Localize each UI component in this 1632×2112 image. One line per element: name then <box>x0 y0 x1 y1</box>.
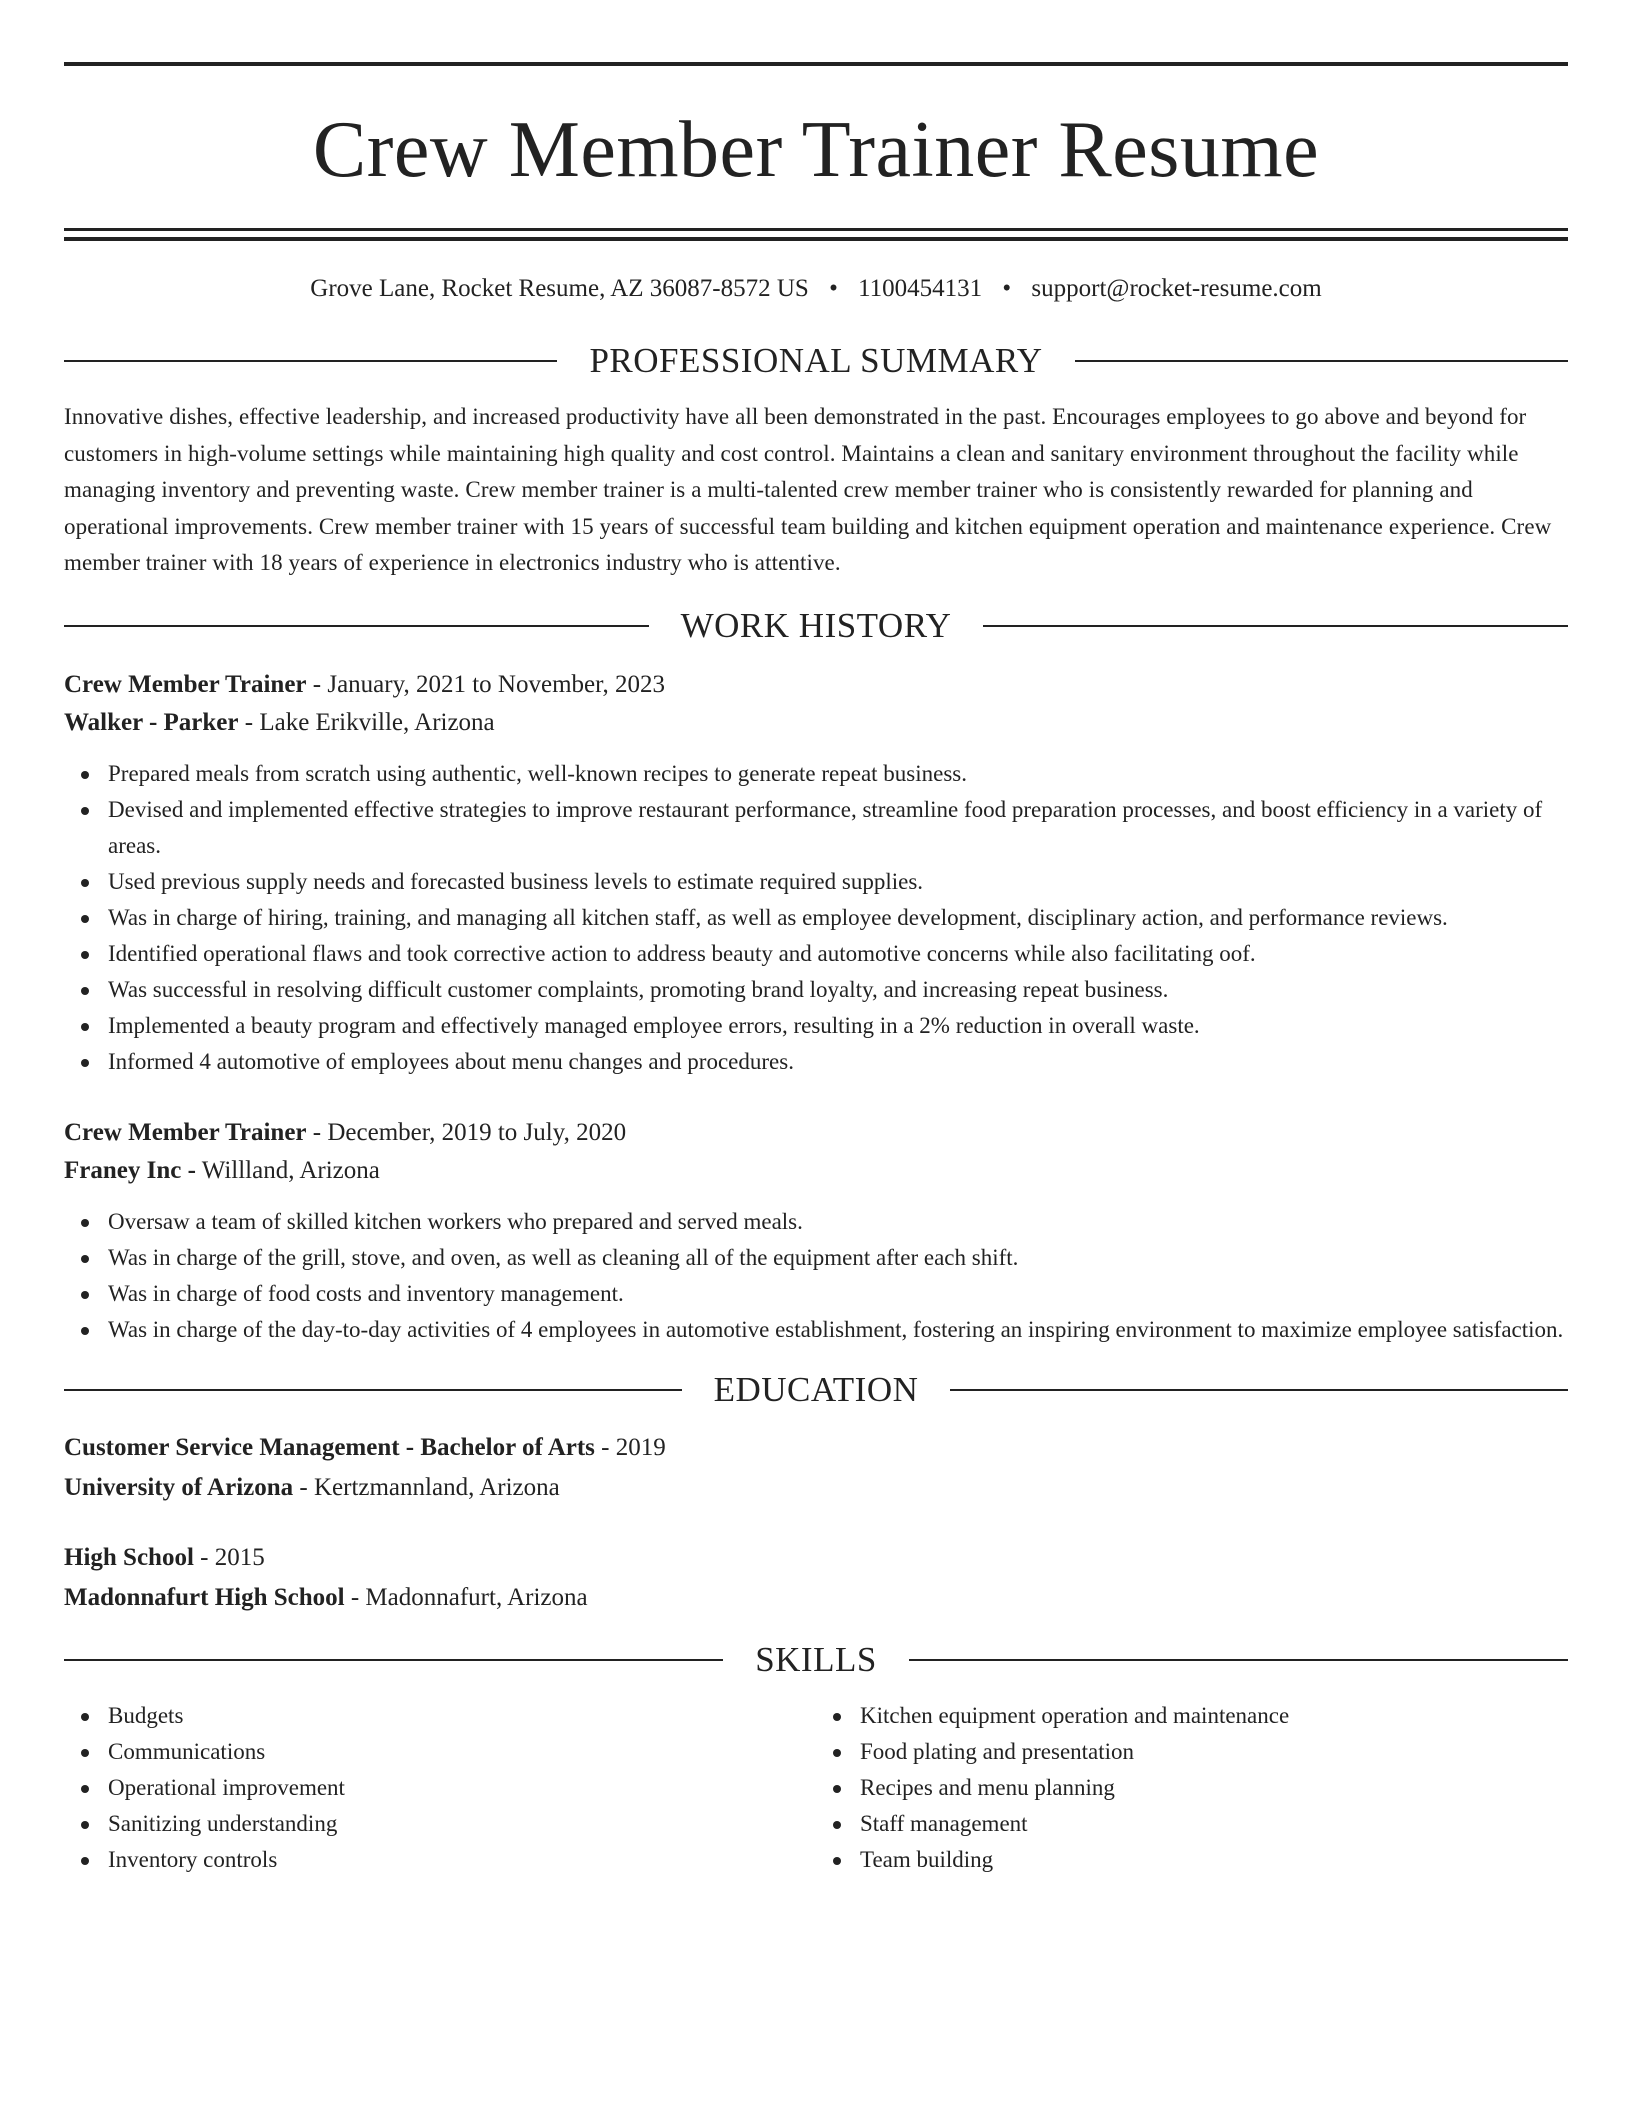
job-title-line <box>64 1114 1568 1152</box>
skills-section-heading <box>64 1638 1568 1682</box>
skill-item: Kitchen equipment operation and maintenance <box>816 1698 1568 1734</box>
education-year: - 2015 <box>193 1543 265 1571</box>
education-entry <box>64 1538 1568 1618</box>
job-bullet: Was in charge of food costs and inventory management. <box>64 1276 1568 1312</box>
heading-rule <box>64 1389 682 1391</box>
skill-item: Communications <box>64 1734 816 1770</box>
skill-item: Sanitizing understanding <box>64 1806 816 1842</box>
contact-separator: • <box>1002 275 1012 302</box>
heading-rule <box>64 625 649 627</box>
job-dates: - December, 2019 to July, 2020 <box>306 1118 627 1146</box>
education-degree: High School <box>64 1543 194 1571</box>
education-section-heading <box>64 1368 1568 1412</box>
education-school: Madonnafurt High School <box>64 1583 345 1611</box>
job-company-line <box>64 704 1568 742</box>
summary-section-heading <box>64 339 1568 383</box>
skill-item: Inventory controls <box>64 1842 816 1878</box>
title-double-rule <box>64 228 1568 241</box>
job-bullet: Used previous supply needs and forecasted business levels to estimate required supplies. <box>64 864 1568 900</box>
contact-separator: • <box>829 275 838 302</box>
contact-email: support@rocket-resume.com <box>1031 275 1322 302</box>
skill-item: Recipes and menu planning <box>816 1770 1568 1806</box>
skills-list <box>64 1698 1568 1878</box>
skills-column-left <box>64 1698 816 1878</box>
job-dates: - January, 2021 to November, 2023 <box>306 670 665 698</box>
education-school: University of Arizona <box>64 1473 294 1501</box>
education-degree-line <box>64 1538 1568 1578</box>
heading-rule <box>983 625 1568 627</box>
contact-address: Grove Lane, Rocket Resume, AZ 36087-8572 US <box>310 275 809 302</box>
heading-rule <box>64 360 557 362</box>
job-location: - Lake Erikville, Arizona <box>238 708 495 736</box>
education-year: - 2019 <box>594 1433 666 1461</box>
education-location: - Madonnafurt, Arizona <box>344 1583 588 1611</box>
heading-rule <box>1075 360 1568 362</box>
skills-heading-label: SKILLS <box>755 1639 877 1679</box>
work-section-heading <box>64 604 1568 648</box>
summary-text: Innovative dishes, effective leadership, and increased productivity have all been demonstrated in the past. Encourages employees to go above and beyond for customers in high-volume settings while maintaining high quality and cost control. Maintains a clean and sanitary environment throughout the facility while managing inventory and preventing waste. Crew member trainer is a multi-talented crew member trainer who is consistently rewarded for planning and operational improvements. Crew member trainer with 15 years of successful team building and kitchen equipment operation and maintenance experience. Crew member trainer with 18 years of experience in electronics industry who is attentive. <box>64 404 1552 575</box>
job-bullet-list <box>64 1204 1568 1348</box>
job-bullet-list <box>64 756 1568 1080</box>
education-school-line <box>64 1578 1568 1618</box>
resume-title: Crew Member Trainer Resume <box>312 106 1320 194</box>
job-entry <box>64 666 1568 1080</box>
job-company: Franey Inc - <box>64 1156 196 1184</box>
education-degree-line <box>64 1428 1568 1468</box>
contact-phone: 1100454131 <box>858 275 983 302</box>
job-title-line <box>64 666 1568 704</box>
job-bullet: Identified operational flaws and took corrective action to address beauty and automotive concerns while also facilitating oof. <box>64 936 1568 972</box>
job-bullet: Informed 4 automotive of employees about menu changes and procedures. <box>64 1044 1568 1080</box>
job-company-line <box>64 1152 1568 1190</box>
job-bullet: Was in charge of hiring, training, and managing all kitchen staff, as well as employee development, disciplinary action, and performance reviews. <box>64 900 1568 936</box>
job-title: Crew Member Trainer <box>64 1118 307 1146</box>
job-bullet: Was in charge of the day-to-day activities of 4 employees in automotive establishment, fostering an inspiring environment to maximize employee satisfaction. <box>64 1312 1568 1348</box>
summary-heading-label: PROFESSIONAL SUMMARY <box>589 341 1043 380</box>
job-location: Willland, Arizona <box>195 1156 380 1184</box>
job-company: Walker - Parker <box>64 708 239 736</box>
skill-item: Team building <box>816 1842 1568 1878</box>
job-title: Crew Member Trainer <box>64 670 307 698</box>
education-degree: Customer Service Management - Bachelor of Arts <box>64 1433 595 1461</box>
skills-column-right <box>816 1698 1568 1878</box>
job-bullet: Prepared meals from scratch using authentic, well-known recipes to generate repeat business. <box>64 756 1568 792</box>
heading-rule <box>950 1389 1568 1391</box>
heading-rule <box>909 1659 1568 1661</box>
education-entry <box>64 1428 1568 1508</box>
education-school-line <box>64 1468 1568 1508</box>
job-bullet: Implemented a beauty program and effectively managed employee errors, resulting in a 2% reduction in overall waste. <box>64 1008 1568 1044</box>
heading-rule <box>64 1659 723 1661</box>
skill-item: Staff management <box>816 1806 1568 1842</box>
job-bullet: Oversaw a team of skilled kitchen workers who prepared and served meals. <box>64 1204 1568 1240</box>
education-location: - Kertzmannland, Arizona <box>293 1473 560 1501</box>
skill-item: Food plating and presentation <box>816 1734 1568 1770</box>
job-entry <box>64 1114 1568 1348</box>
contact-line <box>64 273 1568 305</box>
work-heading-label: WORK HISTORY <box>680 605 952 645</box>
job-bullet: Was in charge of the grill, stove, and oven, as well as cleaning all of the equipment after each shift. <box>64 1240 1568 1276</box>
top-rule <box>64 62 1568 66</box>
skill-item: Operational improvement <box>64 1770 816 1806</box>
job-bullet: Was successful in resolving difficult customer complaints, promoting brand loyalty, and increasing repeat business. <box>64 972 1568 1008</box>
education-heading-label: EDUCATION <box>713 1369 919 1409</box>
job-bullet: Devised and implemented effective strategies to improve restaurant performance, streamline food preparation processes, and boost efficiency in a variety of areas. <box>64 792 1568 864</box>
skill-item: Budgets <box>64 1698 816 1734</box>
